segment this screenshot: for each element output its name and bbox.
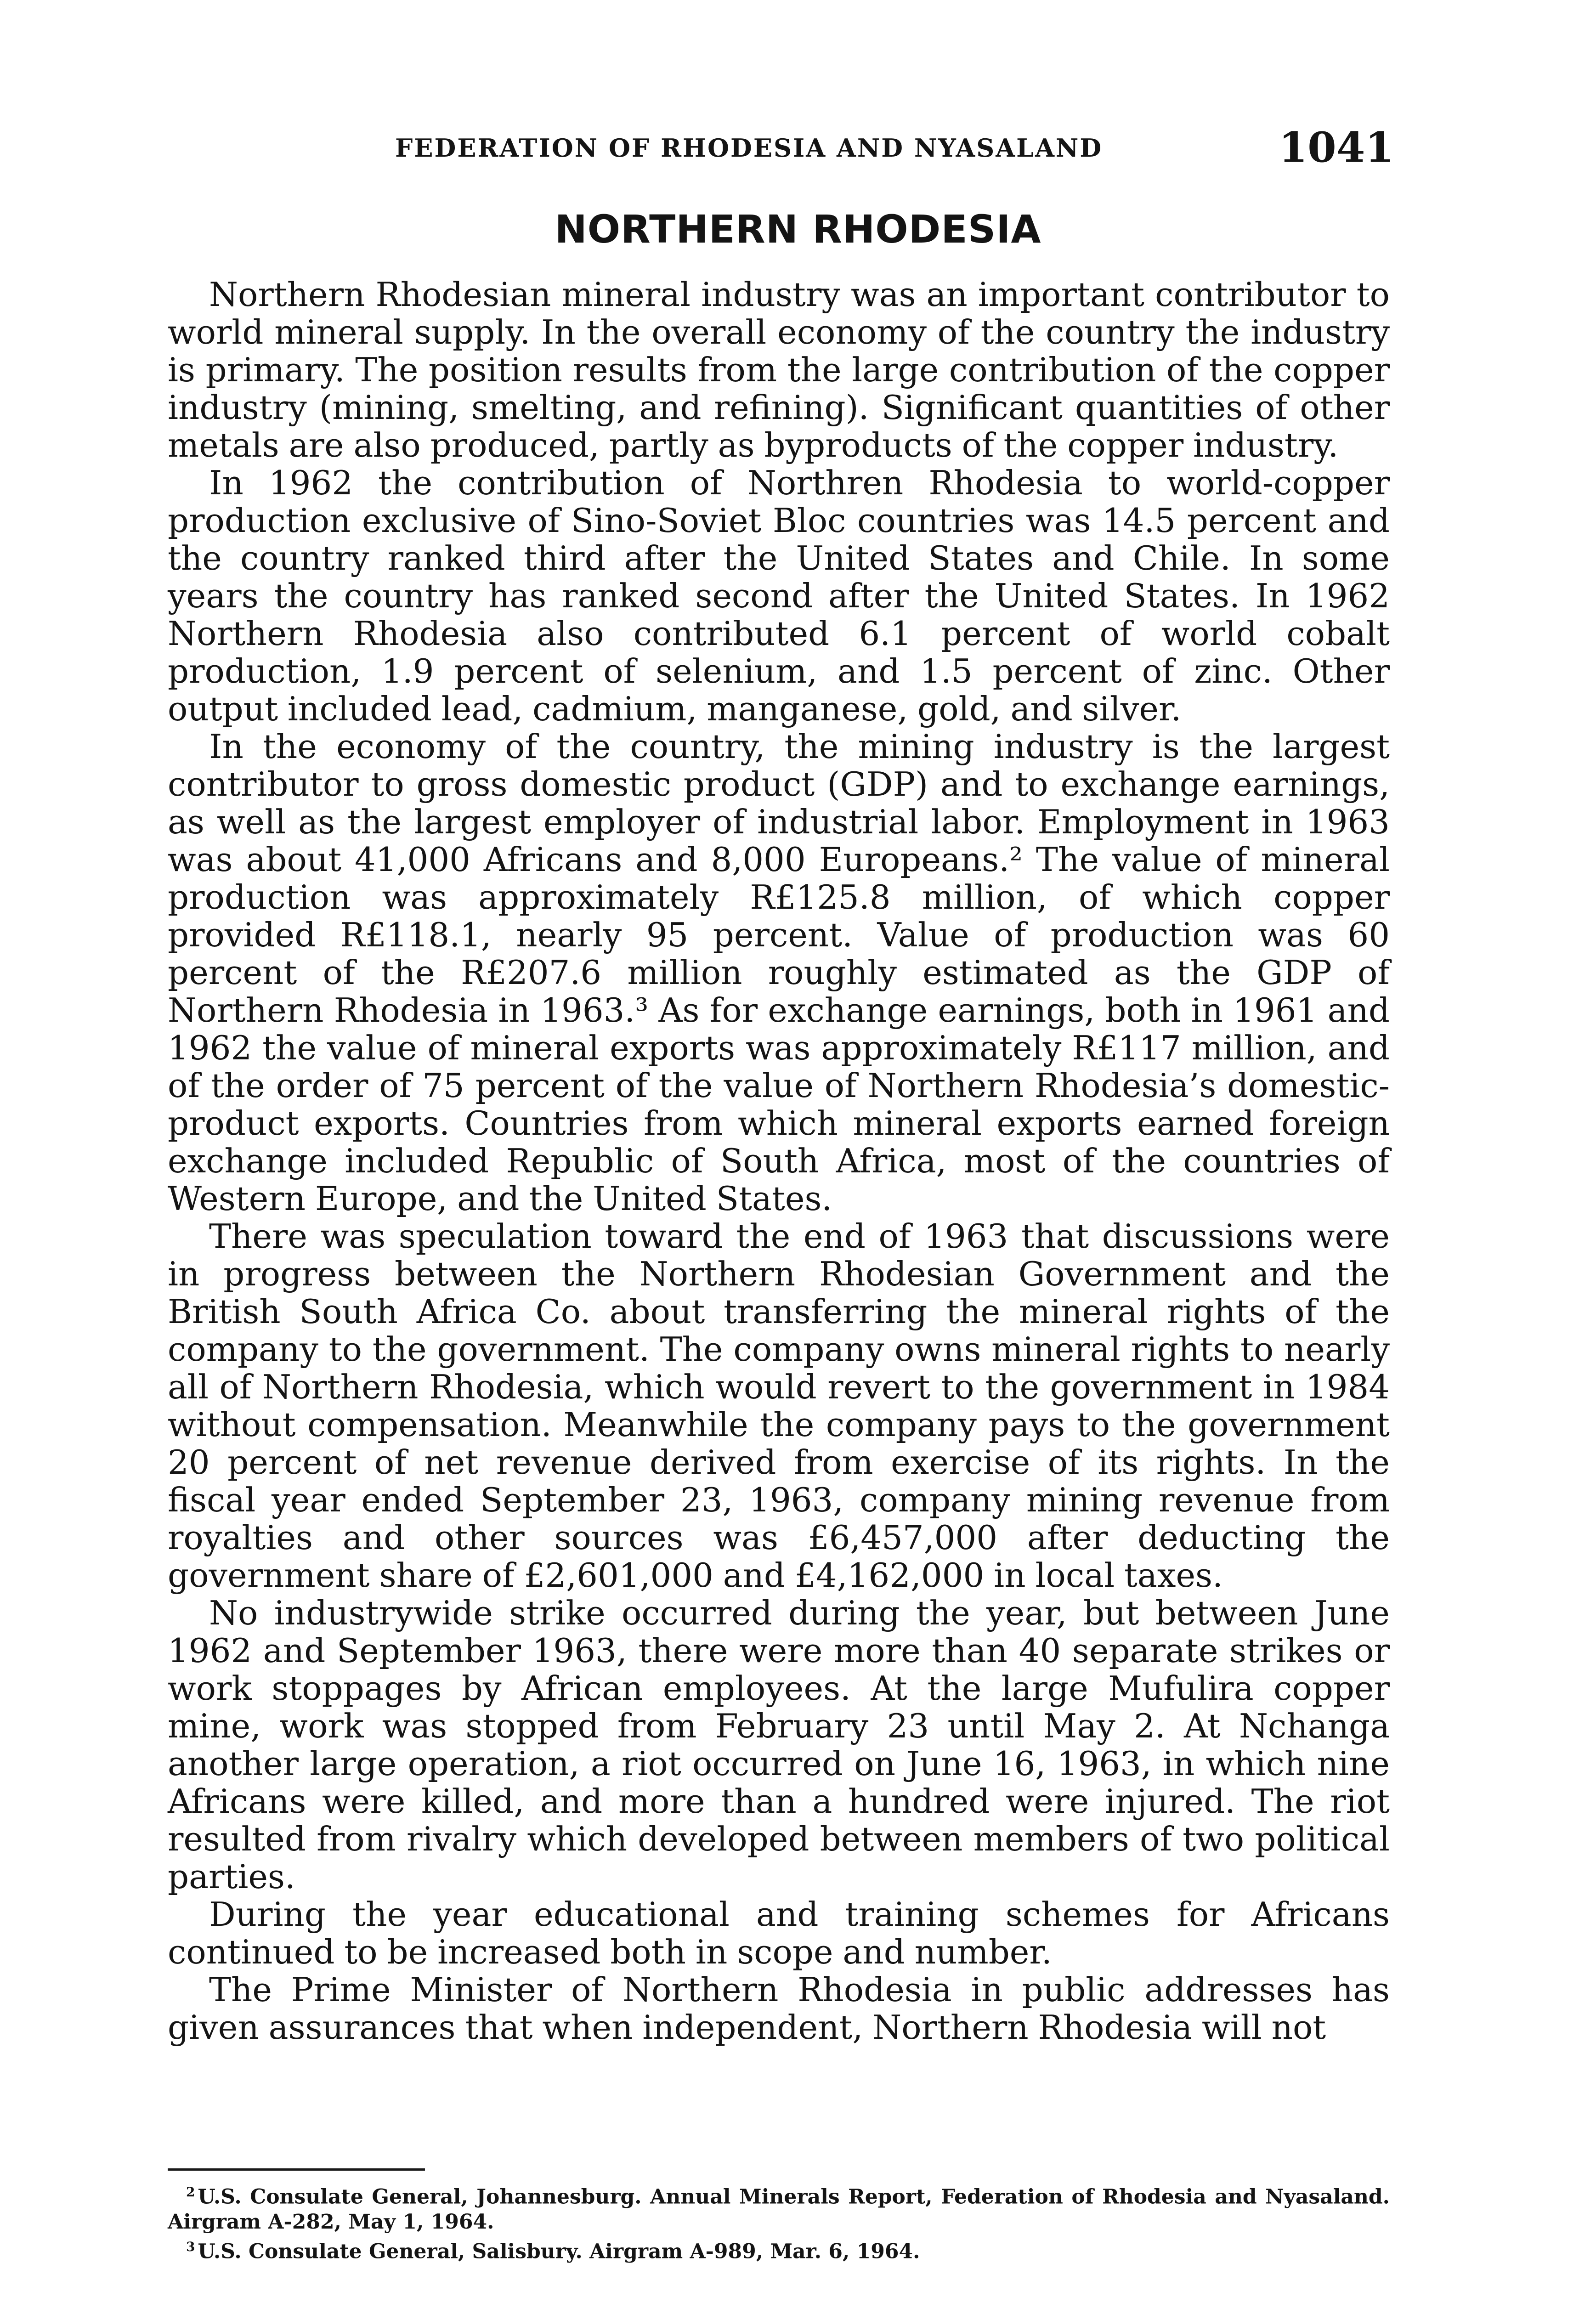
- footnote-text: U.S. Consulate General, Johannesburg. Annual Minerals Report, Federation of Rhodesia and Nyasaland. Airgram A-282, May 1, 1964.: [168, 2185, 1390, 2234]
- paragraph: In the economy of the country, the mining industry is the largest contributor to gross domestic product (GDP) and to exchange earnings, as well as the largest employer of industrial labor. Employment in 1963 was about 41,000 Africans and 8,000 Europeans.² The value of mineral production was approximately R£125.8 million, of which copper provided R£118.1, nearly 95 percent. Value of production was 60 percent of the R£207.6 million roughly estimated as the GDP of Northern Rhodesia in 1963.³ As for exchange earnings, both in 1961 and 1962 the value of mineral exports was approximately R£117 million, and of the order of 75 percent of the value of Northern Rhodesia’s domestic-product exports. Countries from which mineral exports earned foreign exchange included Republic of South Africa, most of the countries of Western Europe, and the United States.: [168, 727, 1390, 1218]
- running-head: FEDERATION OF RHODESIA AND NYASALAND: [395, 133, 1103, 163]
- paragraph: In 1962 the contribution of Northren Rhodesia to world-copper production exclusive of Sino-Soviet Bloc countries was 14.5 percent and the country ranked third after the United States and Chile. In some years the country has ranked second after the United States. In 1962 Northern Rhodesia also contributed 6.1 percent of world cobalt production, 1.9 percent of selenium, and 1.5 percent of zinc. Other output included lead, cadmium, manganese, gold, and silver.: [168, 464, 1390, 728]
- footnote-mark: 3: [186, 2239, 195, 2254]
- paragraph: No industrywide strike occurred during the year, but between June 1962 and September 1963, there were more than 40 separate strikes or work stoppages by African employees. At the large Mufulira copper mine, work was stopped from February 23 until May 2. At Nchanga another large operation, a riot occurred on June 16, 1963, in which nine Africans were killed, and more than a hundred were injured. The riot resulted from rivalry which developed between members of two political parties.: [168, 1594, 1390, 1896]
- footnote-rule: [168, 2168, 425, 2171]
- paragraph: Northern Rhodesian mineral industry was an important contributor to world mineral supply. In the overall economy of the country the industry is primary. The position results from the large contribution of the copper industry (mining, smelting, and refining). Significant quantities of other metals are also produced, partly as byproducts of the copper industry.: [168, 275, 1390, 464]
- footnotes: [168, 2180, 1390, 2264]
- footnote-text: U.S. Consulate General, Salisbury. Airgram A-989, Mar. 6, 1964.: [198, 2240, 920, 2263]
- footnote: [168, 2235, 1390, 2264]
- paragraph: There was speculation toward the end of 1963 that discussions were in progress between the Northern Rhodesian Government and the British South Africa Co. about transferring the mineral rights of the company to the government. The company owns mineral rights to nearly all of Northern Rhodesia, which would revert to the government in 1984 without compensation. Meanwhile the company pays to the government 20 percent of net revenue derived from exercise of its rights. In the fiscal year ended September 23, 1963, company mining revenue from royalties and other sources was £6,457,000 after deducting the government share of £2,601,000 and £4,162,000 in local taxes.: [168, 1217, 1390, 1595]
- footnote-mark: 2: [186, 2184, 195, 2200]
- paragraph: During the year educational and training schemes for Africans continued to be increased both in scope and number.: [168, 1895, 1390, 1971]
- page-number: 1041: [1279, 123, 1394, 172]
- section-title: NORTHERN RHODESIA: [555, 207, 1041, 252]
- paragraph: The Prime Minister of Northern Rhodesia in public addresses has given assurances that when independent, Northern Rhodesia will not: [168, 1970, 1390, 2047]
- body-text: [168, 276, 1390, 2046]
- footnote: [168, 2180, 1390, 2235]
